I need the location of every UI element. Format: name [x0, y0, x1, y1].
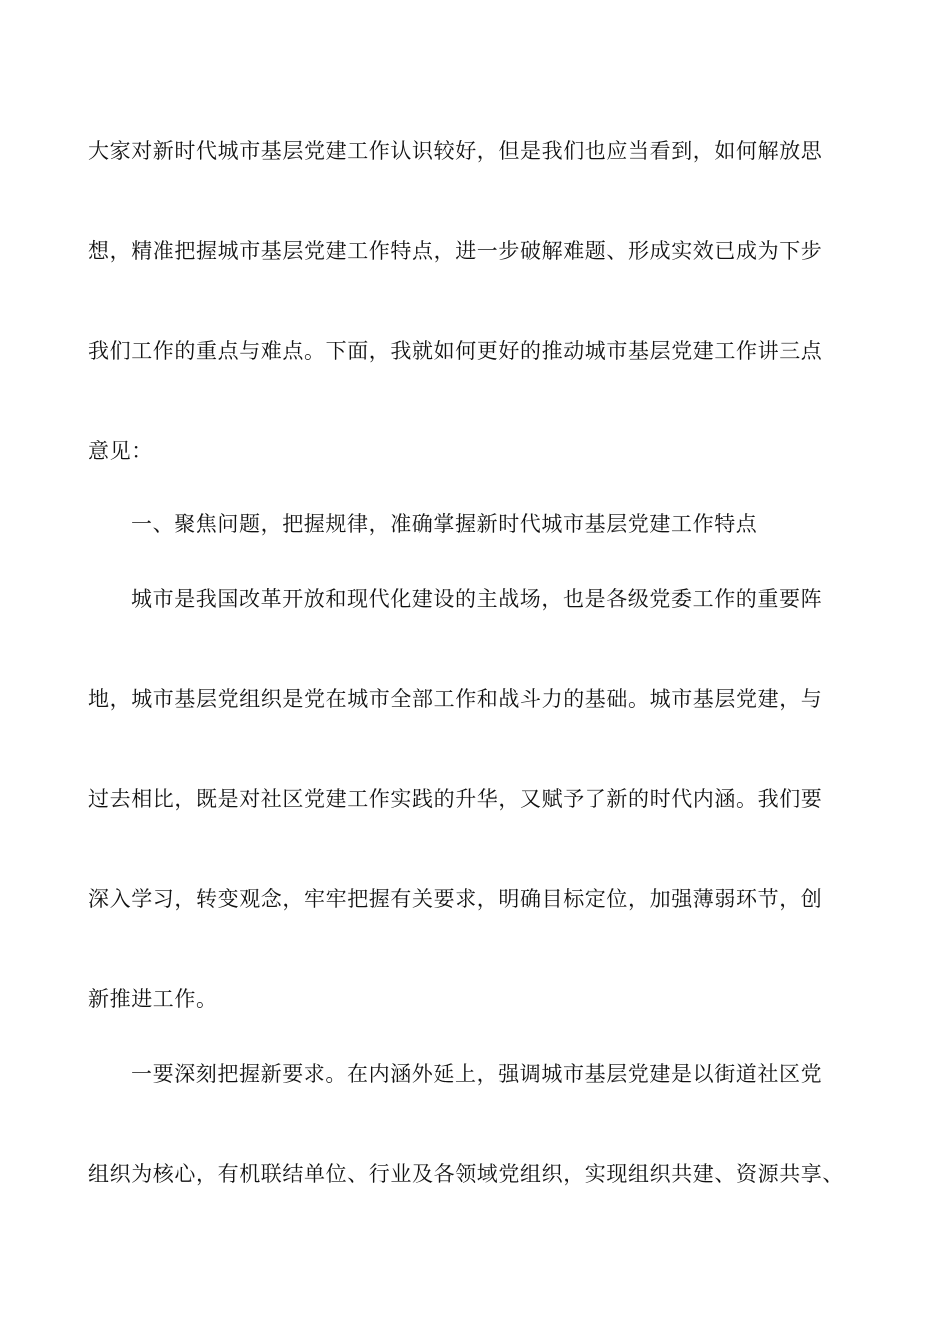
paragraph-line: 地，城市基层党组织是党在城市全部工作和战斗力的基础。城市基层党建，与	[88, 687, 823, 711]
paragraph-line: 大家对新时代城市基层党建工作认识较好，但是我们也应当看到，如何解放思	[88, 139, 823, 163]
paragraph-line: 过去相比，既是对社区党建工作实践的升华，又赋予了新的时代内涵。我们要	[88, 787, 823, 811]
paragraph-line: 意见：	[88, 439, 153, 463]
paragraph-line: 城市是我国改革开放和现代化建设的主战场，也是各级党委工作的重要阵	[131, 587, 823, 611]
paragraph-line: 组织为核心，有机联结单位、行业及各领域党组织，实现组织共建、资源共享、	[88, 1162, 844, 1186]
paragraph-line: 想，精准把握城市基层党建工作特点，进一步破解难题、形成实效已成为下步	[88, 239, 823, 263]
paragraph-line: 一要深刻把握新要求。在内涵外延上，强调城市基层党建是以街道社区党	[131, 1062, 823, 1086]
paragraph-line: 新推进工作。	[88, 987, 218, 1011]
paragraph-line: 深入学习，转变观念，牢牢把握有关要求，明确目标定位，加强薄弱环节，创	[88, 887, 823, 911]
paragraph-line: 我们工作的重点与难点。下面，我就如何更好的推动城市基层党建工作讲三点	[88, 339, 823, 363]
section-heading: 一、聚焦问题，把握规律，准确掌握新时代城市基层党建工作特点	[131, 512, 758, 536]
